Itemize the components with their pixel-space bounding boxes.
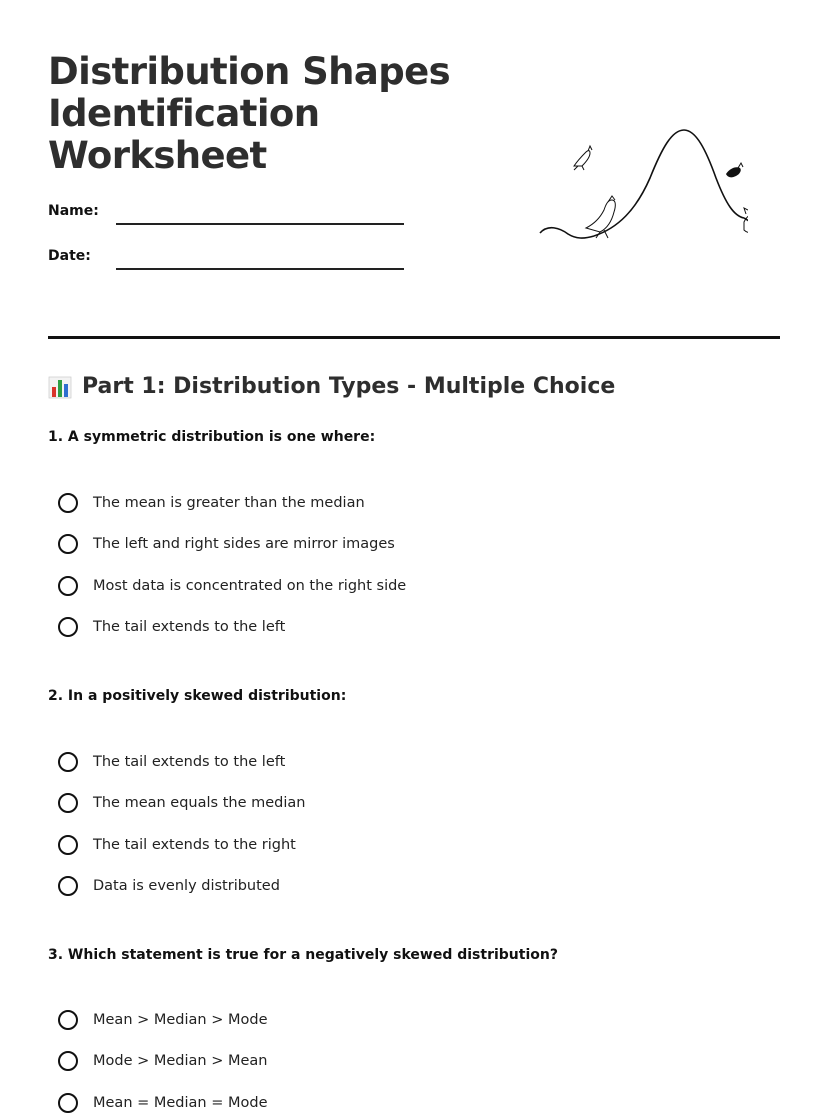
radio-button[interactable] [58,576,78,596]
radio-button[interactable] [58,1093,78,1113]
option-label: The left and right sides are mirror images [93,536,395,552]
part1-heading [48,374,615,399]
bar-chart-icon [48,375,72,399]
q1-option-c[interactable] [58,573,406,599]
q2-option-b[interactable] [58,790,305,816]
option-label: The tail extends to the left [93,754,286,770]
radio-button[interactable] [58,752,78,772]
option-label: The tail extends to the left [93,619,286,635]
radio-button[interactable] [58,534,78,554]
radio-button[interactable] [58,617,78,637]
option-label: The mean is greater than the median [93,495,365,511]
q2-option-d[interactable] [58,873,280,899]
name-label: Name: [48,203,99,219]
bell-curve-illustration [538,100,748,250]
kangaroo-right-icon [744,208,748,238]
name-input-line[interactable] [116,223,404,225]
date-input-line[interactable] [116,268,404,270]
q1-option-d[interactable] [58,614,285,640]
radio-button[interactable] [58,1010,78,1030]
kangaroo-dark-icon [726,163,743,177]
kangaroo-left-icon [586,196,615,238]
radio-button[interactable] [58,876,78,896]
radio-button[interactable] [58,793,78,813]
q3-option-a[interactable] [58,1007,268,1033]
question-3: 3. Which statement is true for a negatively skewed distribution? [48,947,558,963]
date-field [48,248,408,272]
option-label: Mean = Median = Mode [93,1095,268,1111]
radio-button[interactable] [58,835,78,855]
option-label: Mean > Median > Mode [93,1012,268,1028]
bell-curve-icon [538,100,748,250]
name-field [48,203,408,227]
question-2: 2. In a positively skewed distribution: [48,688,347,704]
q2-option-c[interactable] [58,832,296,858]
option-label: Data is evenly distributed [93,878,280,894]
option-label: The tail extends to the right [93,837,296,853]
part1-heading-text: Part 1: Distribution Types - Multiple Choice [82,374,616,399]
option-label: The mean equals the median [93,795,306,811]
q1-option-b[interactable] [58,531,395,557]
page-title: Distribution Shapes Identification Worksheet [48,50,451,177]
question-1: 1. A symmetric distribution is one where: [48,429,376,445]
q1-option-a[interactable] [58,490,365,516]
section-divider [48,336,780,339]
radio-button[interactable] [58,1051,78,1071]
radio-button[interactable] [58,493,78,513]
kangaroo-small-icon [574,146,592,170]
date-label: Date: [48,248,91,264]
q3-option-b[interactable] [58,1048,268,1074]
option-label: Mode > Median > Mean [93,1053,268,1069]
q3-option-c[interactable] [58,1090,268,1116]
q2-option-a[interactable] [58,749,285,775]
option-label: Most data is concentrated on the right side [93,578,407,594]
